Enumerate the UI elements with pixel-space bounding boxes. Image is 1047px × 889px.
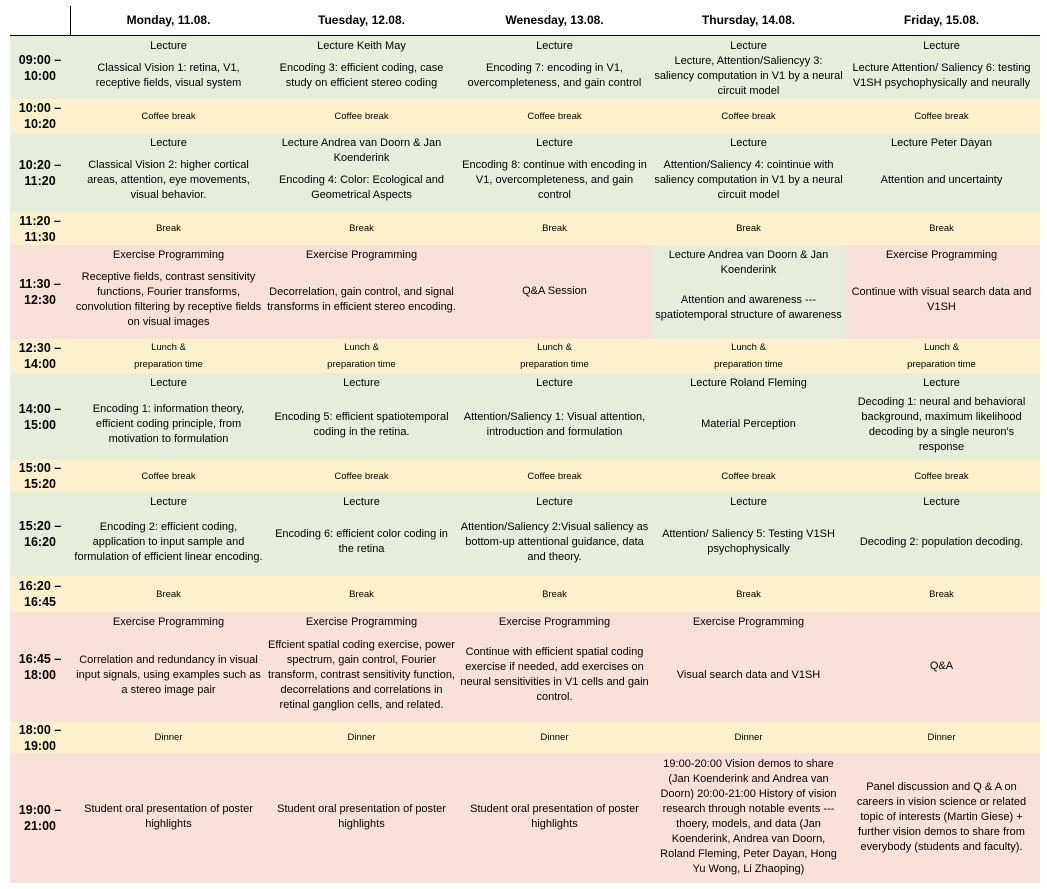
break-label: Break [929,223,954,234]
time-slot-label: 18:00 – 19:00 [18,722,62,753]
break-label: Break [736,588,761,600]
session-cell [458,492,651,576]
session-cell [458,245,651,339]
session-cell [652,245,845,339]
break-label: Dinner [927,732,956,743]
break-label: Coffee break [334,470,389,482]
session-cell [458,753,651,883]
break-cell [265,460,458,492]
session-type: Exercise Programming [692,616,805,628]
session-description: Continue with efficient spatial coding exercise if needed, add exercises on neural sensitivities in V1 cells and gain control. [460,646,649,703]
break-label: Coffee break [141,110,196,122]
session-type: Lecture [536,496,573,508]
break-cell [652,576,845,612]
session-description: Encoding 1: information theory, efficient coding principle, from motivation to formulation [92,403,245,445]
break-cell [265,576,458,612]
break-label: Coffee break [721,110,776,122]
day-header-thursday: Thursday, 14.08. [701,13,796,27]
time-slot-label: 11:30 – 12:30 [19,277,61,307]
session-cell [652,36,845,99]
break-cell [72,722,265,753]
session-type: Lecture [343,377,380,389]
session-description: Continue with visual search data and V1SH [851,286,1032,313]
break-cell [845,212,1038,245]
break-label: Coffee break [334,110,389,122]
time-slot-label: 14:00 – 15:00 [18,401,62,432]
break-label: Break [349,588,374,600]
break-label: Lunch & preparation time [714,342,783,370]
session-cell [652,133,845,212]
time-slot-label: 15:00 – 15:20 [18,461,62,491]
time-slot-label: 10:00 – 10:20 [18,101,62,131]
session-description: Classical Vision 2: higher cortical areas, attention, eye movements, visual behavior. [87,159,250,201]
session-cell [265,36,458,99]
session-cell [265,753,458,883]
break-cell [265,722,458,753]
session-description: Decoding 2: population decoding. [859,535,1024,548]
session-description: Encoding 7: encoding in V1, overcompleteness, and gain control [467,61,642,89]
break-label: Break [156,588,181,600]
break-cell [845,576,1038,612]
break-label: Break [736,223,761,234]
session-description: Student oral presentation of poster highlights [84,803,253,830]
session-type: Lecture Peter Dayan [891,137,992,149]
session-description: Decoding 1: neural and behavioral background, maximum likelihood decoding by a single neuron's response [857,395,1026,453]
session-description: Classical Vision 1: retina, V1, receptive fields, visual system [95,61,242,89]
session-type: Lecture Roland Fleming [690,377,807,389]
session-type: Exercise Programming [885,249,998,261]
break-cell [845,460,1038,492]
session-type: Exercise Programming [498,616,611,628]
session-type: Lecture [150,496,187,508]
session-description: Attention/Saliency 1: Visual attention, introduction and formulation [463,410,646,438]
break-label: Dinner [734,732,763,743]
session-description: Q&A [929,659,954,672]
break-cell [458,722,651,753]
session-cell [265,492,458,576]
session-type: Lecture Keith May [317,40,406,52]
session-cell [72,133,265,212]
break-cell [458,339,651,373]
session-type: Lecture [150,137,187,149]
session-cell [652,492,845,576]
break-cell [265,212,458,245]
break-label: Coffee break [914,470,969,482]
break-cell [652,339,845,373]
session-cell [652,612,845,722]
session-type: Lecture [923,377,960,389]
session-type: Exercise Programming [305,249,418,261]
time-slot-label: 09:00 – 10:00 [18,52,62,83]
session-type: Lecture [536,137,573,149]
session-description: Attention/Saliency 2:Visual saliency as bottom-up attentional guidance, data and theory. [460,520,649,563]
break-label: Lunch & preparation time [520,342,589,370]
day-header-friday: Friday, 15.08. [903,13,980,27]
session-type: Lecture Andrea van Doorn & Jan Koenderink [281,137,442,164]
break-label: Dinner [347,732,376,743]
session-description: Receptive fields, contrast sensitivity functions, Fourier transforms, convolution filtering by receptive fields on visual images [75,271,262,328]
session-cell [652,373,845,460]
session-type: Lecture [923,496,960,508]
session-type: Lecture [150,377,187,389]
session-description: 19:00-20:00 Vision demos to share (Jan Koenderink and Andrea van Doorn) 20:00-21:00 History of vision research through notable events --- thoery, models, and data (Jan Koenderink, Andrea van Doorn, Roland Fleming, Peter Dayan, Hong Yu Wong, Li Zhaoping) [660,758,837,875]
break-label: Break [929,588,954,600]
session-type: Exercise Programming [305,616,418,628]
time-slot-label: 16:20 – 16:45 [18,579,62,609]
break-cell [458,460,651,492]
session-description: Decorrelation, gain control, and signal transforms in efficient stereo encoding. [267,286,456,313]
break-label: Lunch & preparation time [327,342,396,370]
break-cell [72,576,265,612]
session-type: Exercise Programming [112,249,225,261]
break-cell [652,460,845,492]
session-description: Attention and awareness --- spatiotemporal structure of awareness [655,293,842,321]
session-cell [72,612,265,722]
session-type: Lecture [730,40,767,52]
break-cell [72,212,265,245]
day-header-tuesday: Tuesday, 12.08. [318,13,405,27]
break-label: Break [349,223,374,234]
session-description: Material Perception [701,418,796,430]
session-cell [265,133,458,212]
break-label: Lunch & preparation time [134,342,203,370]
session-cell [845,373,1038,460]
day-header-wednesday: Wenesday, 13.08. [505,13,604,27]
day-header-monday: Monday, 11.08. [126,13,211,27]
break-cell [845,99,1038,133]
session-cell [458,133,651,212]
break-label: Dinner [540,732,569,743]
time-slot-label: 19:00 – 21:00 [18,803,62,833]
session-cell [265,373,458,460]
break-cell [458,576,651,612]
session-cell [845,492,1038,576]
session-cell [458,373,651,460]
session-description: Attention/Saliency 4: cointinue with saliency computation in V1 by a neural circuit model [654,159,843,201]
time-slot-label: 10:20 – 11:20 [18,157,62,188]
session-description: Attention/ Saliency 5: Testing V1SH psychophysically [662,528,835,555]
session-cell [72,492,265,576]
break-cell [72,460,265,492]
session-type: Lecture Andrea van Doorn & Jan Koenderink [668,249,829,276]
break-label: Break [542,223,567,234]
session-description: Encoding 5: efficient spatiotemporal coding in the retina. [274,410,449,438]
session-description: Encoding 2: efficient coding, application to input sample and formulation of efficient linear encoding. [74,520,263,563]
session-cell [72,373,265,460]
session-description: Q&A Session [522,284,587,297]
session-cell [652,753,845,883]
session-type: Lecture [343,496,380,508]
session-type: Exercise Programming [112,616,225,628]
session-type: Lecture [536,377,573,389]
break-cell [652,722,845,753]
session-description: Lecture, Attention/Saliencyy 3: saliency computation in V1 by a neural circuit model [654,55,843,97]
session-description: Correlation and redundancy in visual input signals, using examples such as a stereo image pair [76,653,261,696]
break-label: Dinner [154,732,183,743]
session-description: Student oral presentation of poster highlights [277,803,446,830]
break-cell [72,339,265,373]
session-description: Attention and uncertainty [880,174,1003,186]
session-description: Visual search data and V1SH [676,668,821,681]
session-type: Lecture [730,137,767,149]
session-cell [845,753,1038,883]
session-description: Effcient spatial coding exercise, power spectrum, gain control, Fourier transform, contrast sensitivity function, decorrelations and correlations in retinal ganglion cells, and related. [267,638,456,711]
break-label: Coffee break [527,110,582,122]
break-label: Lunch & preparation time [907,342,976,370]
break-cell [72,99,265,133]
session-cell [458,612,651,722]
session-type: Lecture [923,40,960,52]
time-slot-label: 16:45 – 18:00 [18,652,62,682]
break-cell [265,339,458,373]
break-cell [265,99,458,133]
time-slot-label: 12:30 – 14:00 [18,341,62,371]
session-cell [845,245,1038,339]
break-label: Break [542,588,567,600]
session-description: Panel discussion and Q & A on careers in vision science or related topic of interests (Martin Giese) + further vision demos to share from everybody (students and faculty). [856,780,1027,853]
time-slot-label: 15:20 – 16:20 [18,519,62,549]
session-description: Encoding 6: efficient color coding in the retina [275,528,448,555]
session-type: Lecture [150,40,187,52]
session-cell [845,36,1038,99]
session-type: Lecture [536,40,573,52]
session-cell [458,36,651,99]
session-description: Encoding 8: continue with encoding in V1, overcompleteness, and gain control [462,159,647,201]
session-description: Encoding 4: Color: Ecological and Geometrical Aspects [278,174,445,201]
break-cell [652,99,845,133]
break-label: Coffee break [914,110,969,122]
session-description: Lecture Attention/ Saliency 6: testing V1SH psychophysically and neurally [852,61,1031,89]
session-cell [265,245,458,339]
time-slot-label: 11:20 – 11:30 [19,213,61,244]
session-cell [72,36,265,99]
session-cell [845,612,1038,722]
session-cell [72,245,265,339]
break-cell [845,339,1038,373]
break-cell [845,722,1038,753]
break-cell [652,212,845,245]
session-description: Student oral presentation of poster highlights [470,803,639,830]
session-type: Lecture [730,496,767,508]
break-cell [458,99,651,133]
break-label: Coffee break [527,470,582,482]
break-cell [458,212,651,245]
session-cell [265,612,458,722]
session-cell [72,753,265,883]
session-cell [845,133,1038,212]
session-description: Encoding 3: efficient coding, case study on efficient stereo coding [279,61,444,89]
break-label: Coffee break [721,470,776,482]
break-label: Break [156,223,181,234]
break-label: Coffee break [141,470,196,482]
